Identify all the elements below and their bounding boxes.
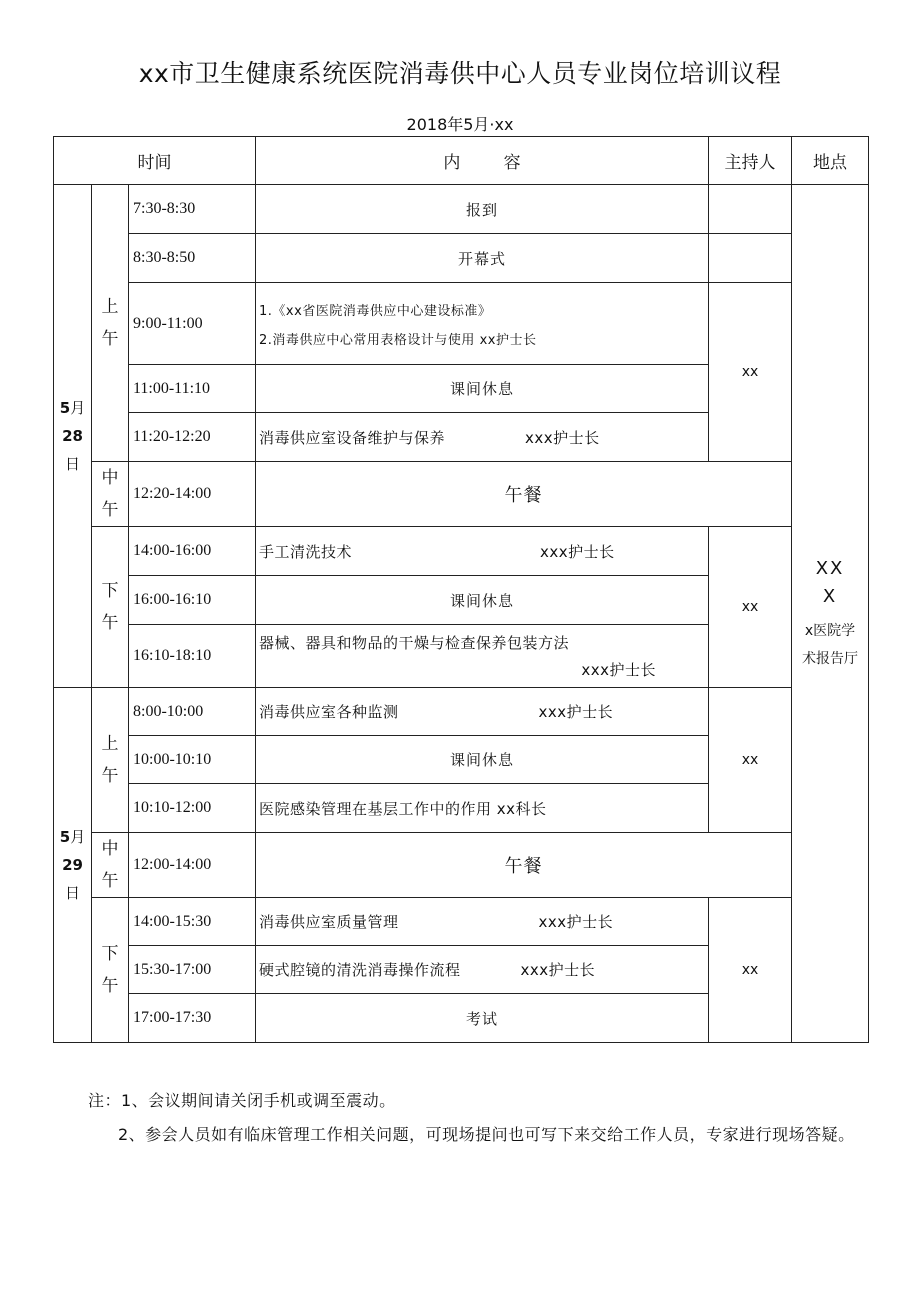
- time-cell: 14:00-16:00: [129, 527, 256, 576]
- day-cell-29: 5月 29 日: [54, 688, 92, 1043]
- time-cell: 10:00-10:10: [129, 736, 256, 784]
- host-cell-empty: [709, 234, 792, 283]
- note-1: 注：1、会议期间请关闭手机或调至震动。: [88, 1091, 396, 1110]
- content-cell: 1.《xx省医院消毒供应中心建设标准》 2.消毒供应中心常用表格设计与使用 xx护士长: [256, 283, 709, 365]
- period-morning: 上 午: [92, 688, 129, 833]
- time-cell: 17:00-17:30: [129, 994, 256, 1043]
- host-cell: xx: [709, 688, 792, 833]
- content-cell: 课间休息: [256, 365, 709, 413]
- table-row: [54, 688, 869, 736]
- header-content: 内 容: [256, 137, 709, 185]
- content-cell: 报到: [256, 185, 709, 234]
- lunch-cell: 午餐: [256, 833, 792, 898]
- time-cell: 10:10-12:00: [129, 784, 256, 833]
- venue-cell: XX X x医院学 术报告厅: [792, 185, 869, 1043]
- host-cell: xx: [709, 283, 792, 462]
- content-cell: 考试: [256, 994, 709, 1043]
- content-cell: 手工清洗技术 xxx护士长: [256, 527, 709, 576]
- table-row: [54, 462, 869, 527]
- host-cell-empty: [709, 185, 792, 234]
- host-cell: xx: [709, 898, 792, 1043]
- header-time: 时间: [54, 137, 256, 185]
- period-noon: 中 午: [92, 833, 129, 898]
- time-cell: 8:30-8:50: [129, 234, 256, 283]
- time-cell: 15:30-17:00: [129, 946, 256, 994]
- host-cell: xx: [709, 527, 792, 688]
- time-cell: 14:00-15:30: [129, 898, 256, 946]
- speaker: xxx护士长: [520, 961, 596, 979]
- period-afternoon: 下 午: [92, 527, 129, 688]
- table-row: [54, 527, 869, 576]
- period-afternoon: 下 午: [92, 898, 129, 1043]
- time-cell: 12:00-14:00: [129, 833, 256, 898]
- header-host: 主持人: [709, 137, 792, 185]
- agenda-date: 2018年5月·xx: [406, 115, 514, 134]
- speaker: xxx护士长: [525, 428, 600, 447]
- note-2: 2、参会人员如有临床管理工作相关问题，可现场提问也可写下来交给工作人员，专家进行现场答疑。: [118, 1125, 855, 1144]
- agenda-table: [53, 136, 869, 1043]
- content-cell: 医院感染管理在基层工作中的作用 xx科长: [256, 784, 709, 833]
- speaker: xxx护士长: [540, 542, 615, 561]
- content-cell: 开幕式: [256, 234, 709, 283]
- period-noon: 中 午: [92, 462, 129, 527]
- time-cell: 9:00-11:00: [129, 283, 256, 365]
- content-cell: 消毒供应室各种监测 xxx护士长: [256, 688, 709, 736]
- time-cell: 12:20-14:00: [129, 462, 256, 527]
- page-title: xx市卫生健康系统医院消毒供中心人员专业岗位培训议程: [138, 59, 782, 88]
- time-cell: 7:30-8:30: [129, 185, 256, 234]
- speaker: xxx护士长: [581, 661, 657, 679]
- day-cell-28: 5月 28 日: [54, 185, 92, 688]
- content-cell: 课间休息: [256, 736, 709, 784]
- time-cell: 11:20-12:20: [129, 413, 256, 462]
- content-cell: 器械、器具和物品的干燥与检查保养包装方法 xxx护士长: [256, 625, 709, 688]
- table-row: [54, 234, 869, 283]
- table-row: [54, 283, 869, 365]
- speaker: xxx护士长: [538, 913, 614, 931]
- content-cell: 课间休息: [256, 576, 709, 625]
- content-cell: 硬式腔镜的清洗消毒操作流程 xxx护士长: [256, 946, 709, 994]
- header-venue: 地点: [792, 137, 869, 185]
- table-row: [54, 185, 869, 234]
- content-cell: 消毒供应室设备维护与保养 xxx护士长: [256, 413, 709, 462]
- content-cell: 消毒供应室质量管理 xxx护士长: [256, 898, 709, 946]
- table-row: [54, 898, 869, 946]
- time-cell: 16:00-16:10: [129, 576, 256, 625]
- lunch-cell: 午餐: [256, 462, 792, 527]
- time-cell: 16:10-18:10: [129, 625, 256, 688]
- table-row: [54, 833, 869, 898]
- period-morning: 上 午: [92, 185, 129, 462]
- notes-section: [88, 1084, 868, 1152]
- time-cell: 11:00-11:10: [129, 365, 256, 413]
- speaker: xxx护士长: [538, 703, 614, 721]
- time-cell: 8:00-10:00: [129, 688, 256, 736]
- table-header-row: [54, 137, 869, 185]
